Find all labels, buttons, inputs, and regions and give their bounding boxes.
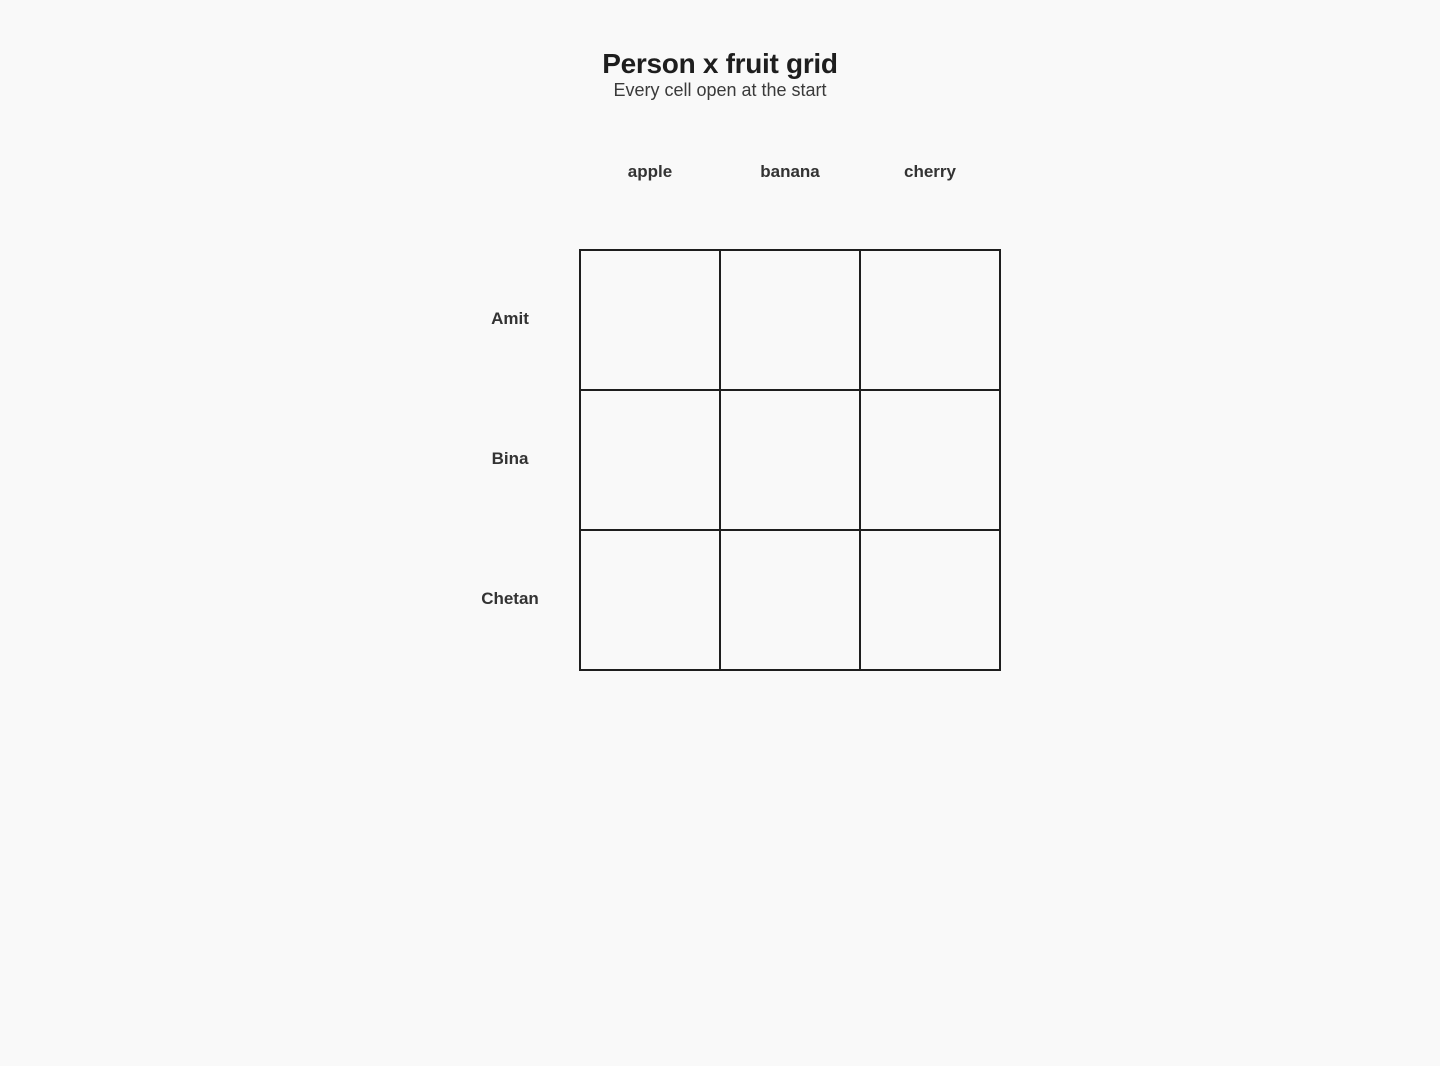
person-fruit-grid bbox=[579, 249, 1001, 671]
grid-cell-bina-cherry[interactable] bbox=[859, 389, 1001, 531]
column-header-cherry: cherry bbox=[904, 162, 956, 181]
grid-cell-amit-apple[interactable] bbox=[579, 249, 721, 391]
column-header-apple: apple bbox=[627, 162, 673, 181]
row-header-amit: Amit bbox=[491, 309, 529, 328]
row-header-chetan: Chetan bbox=[481, 589, 539, 608]
grid-cell-bina-apple[interactable] bbox=[579, 389, 721, 531]
grid-cell-chetan-banana[interactable] bbox=[719, 529, 861, 671]
column-header-banana: banana bbox=[760, 162, 820, 181]
grid-cell-bina-banana[interactable] bbox=[719, 389, 861, 531]
page-subtitle: Every cell open at the start bbox=[613, 80, 827, 100]
page-title: Person x fruit grid bbox=[602, 48, 838, 79]
grid-cell-amit-banana[interactable] bbox=[719, 249, 861, 391]
grid-cell-amit-cherry[interactable] bbox=[859, 249, 1001, 391]
grid-cell-chetan-apple[interactable] bbox=[579, 529, 721, 671]
grid-cell-chetan-cherry[interactable] bbox=[859, 529, 1001, 671]
row-header-bina: Bina bbox=[491, 449, 529, 468]
